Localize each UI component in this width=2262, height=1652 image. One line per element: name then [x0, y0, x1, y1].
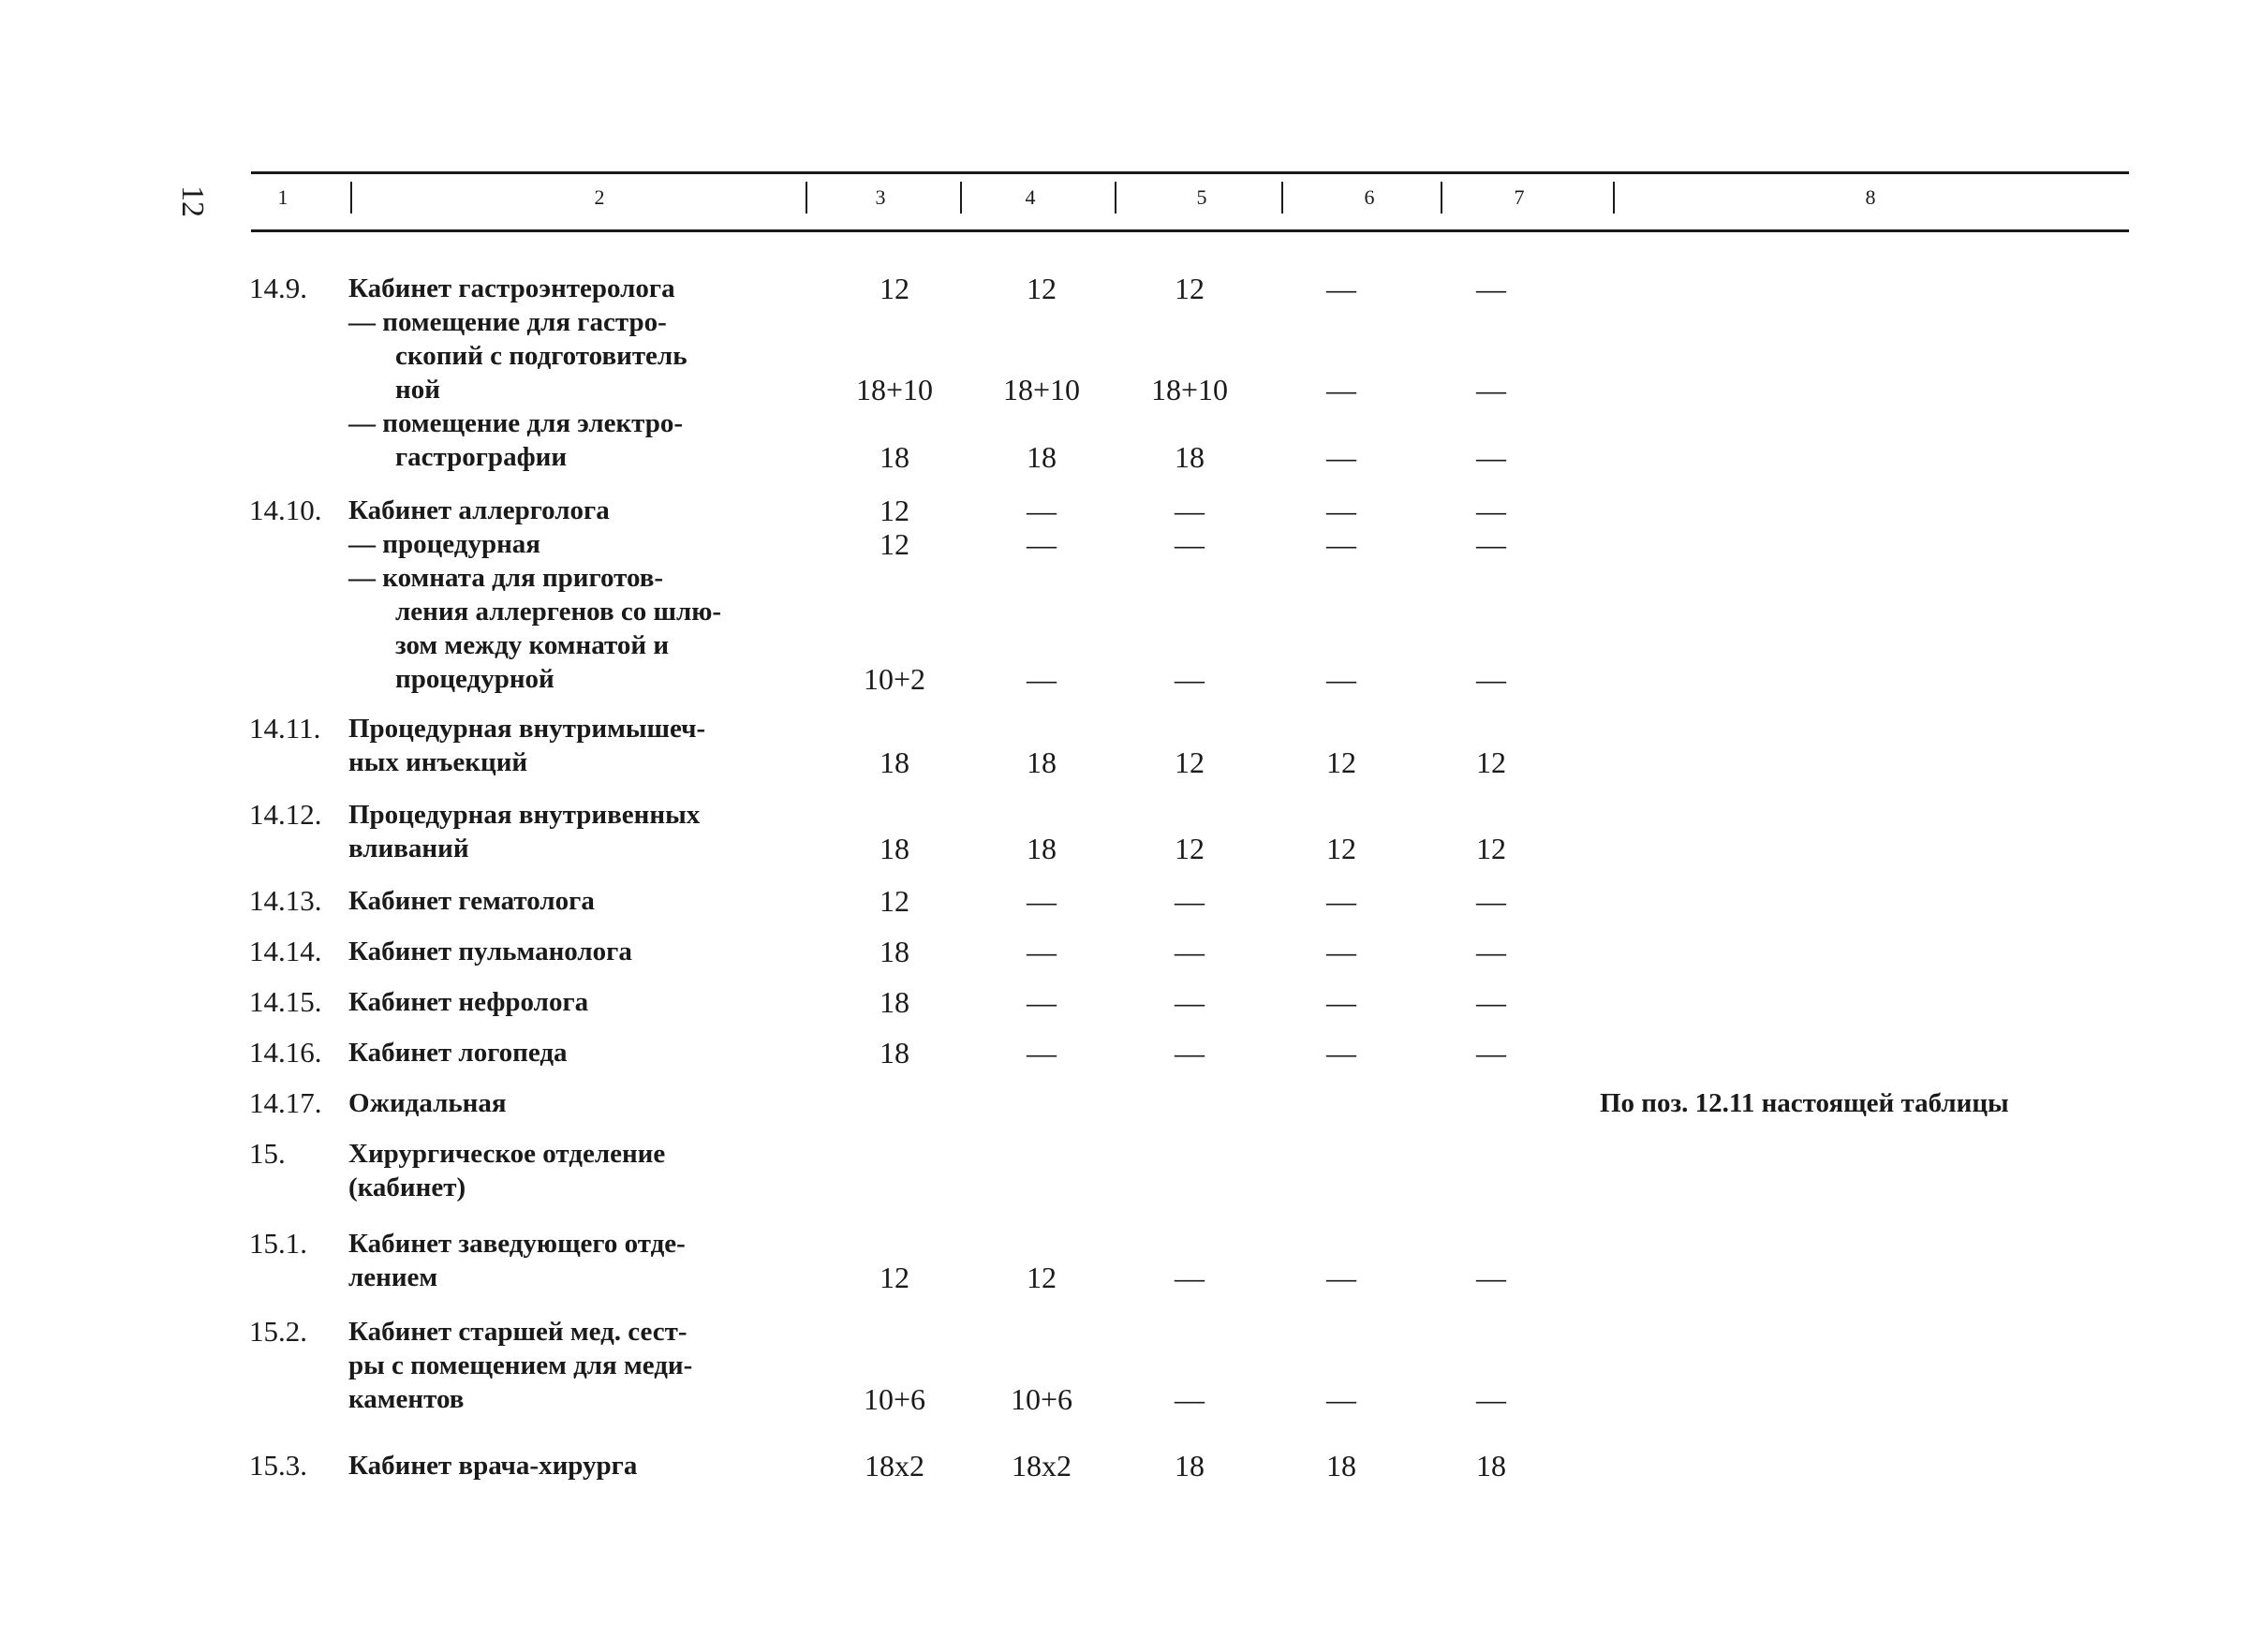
row-name-line: Кабинет гематолога [348, 886, 595, 916]
row-name-line: ных инъекций [348, 747, 528, 777]
table-cell-col-4: 10+6 [1010, 1382, 1073, 1416]
row-note: По поз. 12.11 настоящей таблицы [1600, 1088, 2009, 1118]
row-number: 14.14. [249, 935, 322, 967]
table-cell-col-6: — [1326, 662, 1356, 696]
table-cell-col-3: 12 [880, 527, 909, 561]
row-name-line: — помещение для электро- [348, 408, 684, 438]
row-name-line: ления аллергенов со шлю- [395, 597, 722, 627]
header-separator [1613, 182, 1615, 214]
table-cell-col-6: — [1326, 373, 1356, 406]
header-separator [1115, 182, 1116, 214]
table-cell-col-4: 18 [1027, 745, 1057, 779]
table-cell-col-5: — [1175, 1036, 1205, 1069]
table-cell-col-4: — [1027, 985, 1057, 1019]
row-name [348, 1449, 798, 1482]
row-name-line: каментов [348, 1384, 465, 1414]
row-name [348, 1227, 798, 1294]
table-cell-col-3: 18 [880, 985, 909, 1019]
table-top-rule [251, 171, 2129, 174]
table-cell-col-5: — [1175, 1382, 1205, 1416]
row-number: 15.3. [249, 1449, 307, 1482]
row-number: 15.2. [249, 1315, 307, 1348]
table-cell-col-6: — [1326, 1382, 1356, 1416]
table-cell-col-6: 18 [1326, 1449, 1356, 1482]
row-name-line: скопий с подготовитель [395, 341, 687, 371]
table-cell-col-4: — [1027, 935, 1057, 968]
table-cell-col-3: 18 [880, 440, 909, 474]
header-separator [1441, 182, 1442, 214]
row-name [348, 272, 798, 474]
row-name-line: Кабинет пульманолога [348, 937, 632, 966]
table-header [0, 178, 2262, 227]
row-name-line: зом между комнатой и [395, 630, 670, 660]
table-cell-col-7: — [1476, 1036, 1506, 1069]
table-cell-col-6: 12 [1326, 832, 1356, 865]
row-name-line: — процедурная [348, 529, 540, 559]
table-cell-col-5: 12 [1175, 832, 1205, 865]
table-cell-col-5: 18 [1175, 440, 1205, 474]
row-name [348, 798, 798, 865]
row-name-line: — комната для приготов- [348, 563, 664, 593]
table-cell-col-7: — [1476, 935, 1506, 968]
row-number: 14.12. [249, 798, 322, 831]
table-cell-col-4: — [1027, 1036, 1057, 1069]
table-cell-col-4: 18+10 [1002, 373, 1081, 406]
row-name-line: Кабинет нефролога [348, 987, 589, 1017]
table-header-rule [251, 229, 2129, 232]
row-name [348, 1137, 798, 1204]
row-number: 14.17. [249, 1086, 322, 1119]
row-number: 14.13. [249, 884, 322, 917]
table-cell-col-3: 10+6 [863, 1382, 926, 1416]
table-cell-col-6: 12 [1326, 745, 1356, 779]
header-col-2: 2 [594, 185, 605, 209]
header-separator [1281, 182, 1283, 214]
table-cell-col-6: — [1326, 1261, 1356, 1294]
row-name [348, 935, 798, 968]
header-separator [350, 182, 352, 214]
row-number: 14.15. [249, 985, 322, 1018]
header-col-8: 8 [1865, 185, 1876, 209]
header-col-3: 3 [875, 185, 886, 209]
row-name [348, 494, 798, 696]
table-cell-col-6: — [1326, 935, 1356, 968]
table-cell-col-3: 12 [880, 1261, 909, 1294]
table-cell-col-7: — [1476, 884, 1506, 918]
table-cell-col-3: 18 [880, 935, 909, 968]
row-name-line: Кабинет гастроэнтеролога [348, 273, 675, 303]
table-cell-col-7: 12 [1476, 832, 1506, 865]
row-name-line: Процедурная внутримышеч- [348, 714, 706, 744]
table-cell-col-7: — [1476, 1382, 1506, 1416]
row-name-line: вливаний [348, 833, 469, 863]
row-name [348, 1315, 798, 1416]
table-cell-col-5: 12 [1175, 745, 1205, 779]
table-cell-col-7: — [1476, 662, 1506, 696]
table-cell-col-5: — [1175, 935, 1205, 968]
table-cell-col-3: 18 [880, 1036, 909, 1069]
table-cell-col-3: 18+10 [855, 373, 934, 406]
table-cell-col-3: 18x2 [865, 1449, 924, 1482]
table-cell-col-6: — [1326, 1036, 1356, 1069]
table-cell-col-5: — [1175, 1261, 1205, 1294]
row-name-line: процедурной [395, 664, 554, 694]
row-number: 15.1. [249, 1227, 307, 1260]
table-cell-col-4: 18 [1027, 440, 1057, 474]
table-cell-col-5: — [1175, 884, 1205, 918]
table-cell-col-7: 18 [1476, 1449, 1506, 1482]
table-cell-col-5: 12 [1175, 272, 1205, 305]
header-col-6: 6 [1364, 185, 1375, 209]
table-cell-col-7: — [1476, 985, 1506, 1019]
table-cell-col-5: — [1175, 985, 1205, 1019]
row-name-line: (кабинет) [348, 1173, 466, 1202]
row-name-line: — помещение для гастро- [348, 307, 667, 337]
table-cell-col-6: — [1326, 272, 1356, 305]
table-cell-col-6: — [1326, 527, 1356, 561]
table-cell-col-4: — [1027, 494, 1057, 527]
page-number: 12 [175, 185, 210, 217]
table-cell-col-6: — [1326, 494, 1356, 527]
table-cell-col-5: 18+10 [1150, 373, 1229, 406]
row-name-line: гастрографии [395, 442, 568, 472]
table-cell-col-6: — [1326, 884, 1356, 918]
row-name-line: Кабинет аллерголога [348, 495, 610, 525]
table-cell-col-3: 18 [880, 832, 909, 865]
table-cell-col-3: 12 [880, 884, 909, 918]
table-cell-col-6: — [1326, 985, 1356, 1019]
table-cell-col-3: 18 [880, 745, 909, 779]
table-cell-col-7: — [1476, 527, 1506, 561]
row-name-line: Кабинет заведующего отде- [348, 1229, 686, 1259]
table-cell-col-7: — [1476, 1261, 1506, 1294]
header-col-7: 7 [1514, 185, 1525, 209]
table-cell-col-5: — [1175, 494, 1205, 527]
table-cell-col-3: 12 [880, 272, 909, 305]
row-name [348, 712, 798, 779]
table-cell-col-5: — [1175, 662, 1205, 696]
table-cell-col-4: — [1027, 527, 1057, 561]
table-cell-col-4: 18 [1027, 832, 1057, 865]
row-name [348, 1086, 798, 1120]
row-name-line: Кабинет логопеда [348, 1038, 568, 1068]
header-col-5: 5 [1196, 185, 1207, 209]
row-name [348, 1036, 798, 1069]
row-number: 15. [249, 1137, 286, 1170]
row-name [348, 985, 798, 1019]
table-cell-col-6: — [1326, 440, 1356, 474]
row-name-line: Кабинет врача-хирурга [348, 1451, 638, 1481]
table-cell-col-4: 12 [1027, 272, 1057, 305]
table-cell-col-7: — [1476, 272, 1506, 305]
table-cell-col-5: — [1175, 527, 1205, 561]
row-number: 14.16. [249, 1036, 322, 1069]
header-col-1: 1 [277, 185, 288, 209]
table-cell-col-7: — [1476, 494, 1506, 527]
header-separator [960, 182, 962, 214]
table-cell-col-5: 18 [1175, 1449, 1205, 1482]
table-cell-col-4: 18x2 [1012, 1449, 1072, 1482]
row-name-line: Кабинет старшей мед. сест- [348, 1317, 687, 1347]
row-number: 14.9. [249, 272, 307, 304]
table-cell-col-4: 12 [1027, 1261, 1057, 1294]
row-name [348, 884, 798, 918]
header-separator [806, 182, 807, 214]
table-cell-col-7: 12 [1476, 745, 1506, 779]
header-col-4: 4 [1025, 185, 1036, 209]
row-name-line: Процедурная внутривенных [348, 800, 701, 830]
table-cell-col-3: 12 [880, 494, 909, 527]
row-name-line: лением [348, 1262, 438, 1292]
row-name-line: Ожидальная [348, 1088, 507, 1118]
table-cell-col-7: — [1476, 373, 1506, 406]
table-cell-col-3: 10+2 [863, 662, 926, 696]
table-cell-col-7: — [1476, 440, 1506, 474]
row-name-line: Хирургическое отделение [348, 1139, 666, 1169]
row-name-line: ной [395, 375, 440, 405]
table-cell-col-4: — [1027, 662, 1057, 696]
row-number: 14.11. [249, 712, 321, 745]
table-cell-col-4: — [1027, 884, 1057, 918]
row-number: 14.10. [249, 494, 322, 526]
row-name-line: ры с помещением для меди- [348, 1350, 693, 1380]
